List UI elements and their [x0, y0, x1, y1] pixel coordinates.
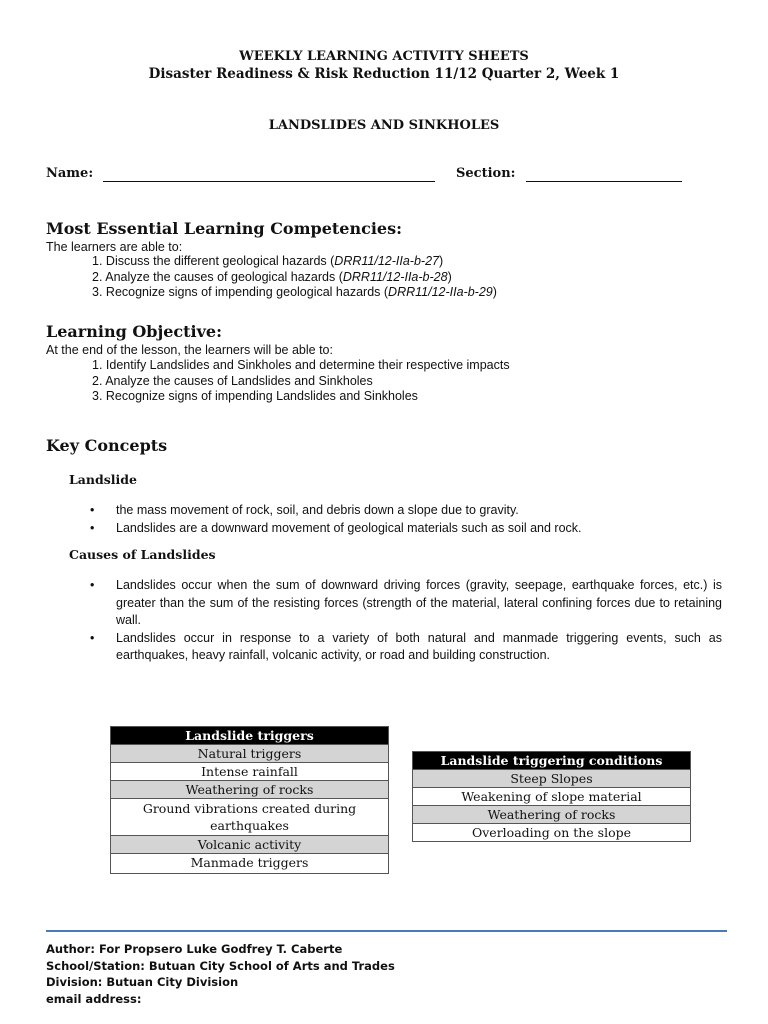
name-label: Name: [46, 166, 94, 181]
table-row: Natural triggers [111, 745, 389, 763]
school-line: School/Station: Butuan City School of Arts and Trades [46, 958, 395, 973]
landslide-conditions-table [412, 751, 691, 842]
section-label: Section: [456, 166, 516, 181]
division-line: Division: Butuan City Division [46, 975, 239, 989]
table-row: Overloading on the slope [413, 824, 691, 842]
table-row: Volcanic activity [111, 836, 389, 854]
list-item: • the mass movement of rock, soil, and debris down a slope due to gravity. [90, 503, 519, 517]
list-item: 1. Discuss the different geological hazards (DRR11/12-IIa-b-27) [92, 254, 444, 268]
table-row: Weathering of rocks [413, 806, 691, 824]
table-header: Landslide triggering conditions [413, 752, 691, 770]
causes-heading: Causes of Landslides [69, 547, 216, 562]
list-item: • Landslides are a downward movement of geological materials such as soil and rock. [90, 520, 582, 535]
list-item: • Landslides occur when the sum of downward driving forces (gravity, seepage, earthquake forces, etc.) is greater than the sum of the resisting forces (strength of the material, lateral confining forces due to retaining wall. [90, 578, 722, 627]
footer-credits [46, 941, 395, 1007]
melc-intro: The learners are able to: [46, 240, 183, 254]
list-item: 1. Identify Landslides and Sinkholes and determine their respective impacts [92, 358, 510, 372]
table-row: Weathering of rocks [111, 781, 389, 799]
table-row: Weakening of slope material [413, 788, 691, 806]
causes-bullets [70, 577, 722, 665]
sheet-title: WEEKLY LEARNING ACTIVITY SHEETS [239, 49, 529, 64]
author-line: Author: For Propsero Luke Godfrey T. Caberte [46, 942, 343, 956]
footer-divider [46, 930, 727, 932]
table-row: Intense rainfall [111, 763, 389, 781]
list-item: 2. Analyze the causes of Landslides and Sinkholes [92, 373, 373, 388]
table-row: Manmade triggers [111, 854, 389, 874]
objective-intro: At the end of the lesson, the learners will be able to: [46, 343, 333, 357]
landslide-triggers-table [110, 726, 389, 874]
key-concepts-heading: Key Concepts [46, 436, 168, 455]
melc-heading: Most Essential Learning Competencies: [46, 219, 403, 238]
objective-heading: Learning Objective: [46, 322, 223, 341]
email-line: email address: [46, 991, 142, 1006]
objective-list [92, 358, 732, 405]
list-item: 3. Recognize signs of impending geological hazards (DRR11/12-IIa-b-29) [92, 285, 497, 299]
list-item: 2. Analyze the causes of geological hazards (DRR11/12-IIa-b-28) [92, 269, 452, 284]
landslide-bullets [70, 502, 722, 537]
topic-title: LANDSLIDES AND SINKHOLES [268, 118, 500, 133]
subject-title: Disaster Readiness & Risk Reduction 11/12 Quarter 2, Week 1 [148, 66, 620, 82]
list-item: 3. Recognize signs of impending Landslides and Sinkholes [92, 389, 418, 403]
table-header: Landslide triggers [111, 727, 389, 745]
landslide-heading: Landslide [69, 472, 137, 487]
list-item: • Landslides occur in response to a variety of both natural and manmade triggering events, such as earthquakes, heavy rainfall, volcanic activity, or road and building construction. [90, 630, 722, 662]
section-field[interactable] [526, 167, 682, 182]
melc-list [92, 254, 732, 301]
table-row: Steep Slopes [413, 770, 691, 788]
table-row: Ground vibrations created during earthquakes [111, 799, 389, 836]
name-field[interactable] [103, 167, 435, 182]
